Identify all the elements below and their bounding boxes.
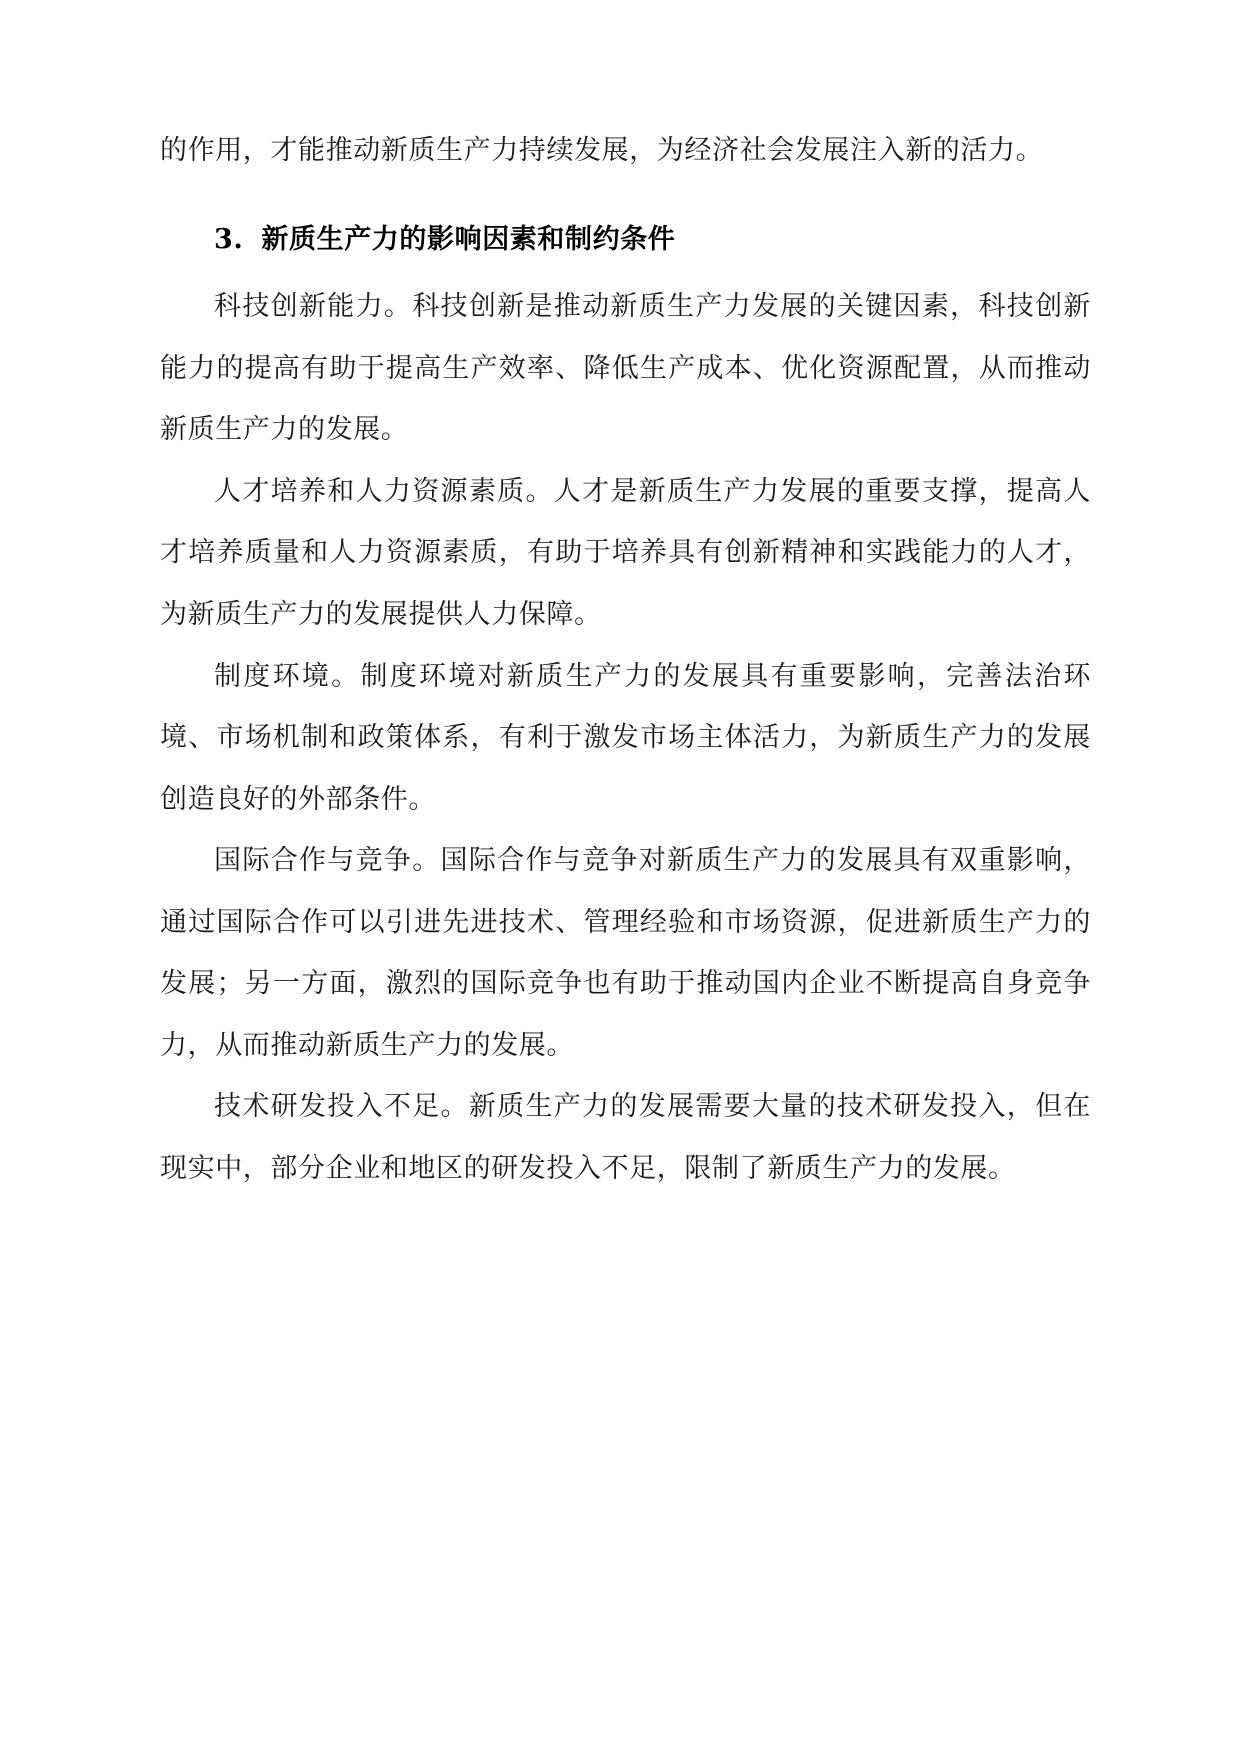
paragraph-international: 国际合作与竞争。国际合作与竞争对新质生产力的发展具有双重影响，通过国际合作可以引进先进技术、管理经验和市场资源，促进新质生产力的发展；另一方面，激烈的国际竞争也有助于推动国内企业不断提高自身竞争力，从而推动新质生产力的发展。 bbox=[160, 845, 1091, 1061]
paragraph-institution: 制度环境。制度环境对新质生产力的发展具有重要影响，完善法治环境、市场机制和政策体系，有利于激发市场主体活力，为新质生产力的发展创造良好的外部条件。 bbox=[160, 660, 1091, 815]
paragraph-tech-innovation: 科技创新能力。科技创新是推动新质生产力发展的关键因素，科技创新能力的提高有助于提高生产效率、降低生产成本、优化资源配置，从而推动新质生产力的发展。 bbox=[160, 291, 1091, 446]
paragraph-talent: 人才培养和人力资源素质。人才是新质生产力发展的重要支撑，提高人才培养质量和人力资源素质，有助于培养具有创新精神和实践能力的人才，为新质生产力的发展提供人力保障。 bbox=[160, 475, 1091, 630]
section-heading bbox=[160, 212, 1091, 269]
section-heading-title: 新质生产力的影响因素和制约条件 bbox=[261, 223, 676, 255]
section-heading-number: 3. bbox=[214, 223, 244, 255]
paragraph-rd-investment: 技术研发投入不足。新质生产力的发展需要大量的技术研发投入，但在现实中，部分企业和地区的研发投入不足，限制了新质生产力的发展。 bbox=[160, 1091, 1091, 1184]
paragraph-continuation: 的作用，才能推动新质生产力持续发展，为经济社会发展注入新的活力。 bbox=[160, 135, 1044, 166]
document-body bbox=[160, 120, 1091, 1199]
